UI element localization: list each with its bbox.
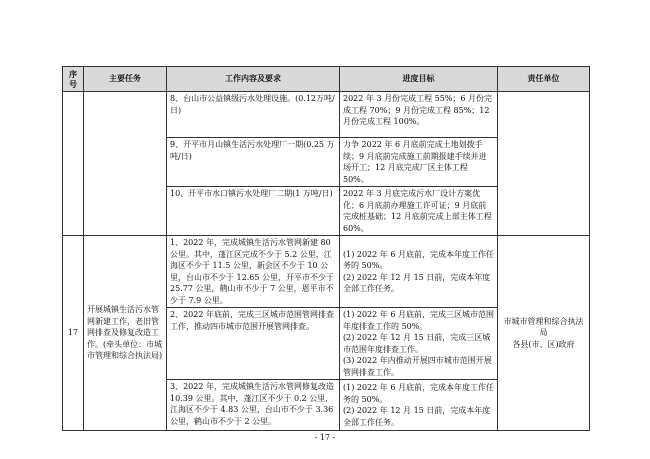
progress-cell: (1) 2022 年 6 月底前，完成三区城市范围年度排查工作的 50%。 (2) 2022 年 12 月 15 日前，完成三区城市范围年度排查工作。 (3) 2022 年内推动开展四市城市范围开展管网排查工作。 [340,308,498,380]
header-content: 工作内容及要求 [167,67,340,92]
progress-cell: 2022 年 3 月底完成污水厂设计方案优化；6 月底前办理施工许可证；9 月底前完成桩基础；12 月底前完成上部主体工程 60%。 [340,187,498,236]
main-task: 开展城镇生活污水管网新建工作，老旧管网排查及修复改造工作。(牵头单位：市城市管理和综合执法局) [84,236,167,431]
progress-cell: 力争 2022 年 6 月底前完成土地划拨手续；9 月底前完成施工前期报建手续并进场开工；12 月底完成厂区主体工程 50%。 [340,138,498,187]
header-row [63,67,590,92]
header-unit: 责任单位 [498,67,590,92]
progress-cell: (1) 2022 年 6 月底前，完成本年度工作任务的 50%。 (2) 2022 年 12 月 15 日前，完成本年度全部工作任务。 [340,380,498,431]
content-cell: 2、2022 年底前，完成三区城市范围管网排查工作，推动四市城市范围开展管网排查。 [167,308,340,380]
content-cell: 3、2022 年，完成城镇生活污水管网修复改造 10.39 公里。其中，蓬江区不少于 0.2 公里，江海区不少于 4.83 公里，台山市不少于 3.36 公里，鹤山市不少于 2 公里。 [167,380,340,431]
task-cell [84,92,167,236]
page-number: - 17 - [314,433,336,442]
progress-cell: (1) 2022 年 6 月底前，完成本年度工作任务的 50%。 (2) 2022 年 12 月 15 日前，完成本年度全部工作任务。 [340,236,498,308]
content-cell: 9、开平市月山镇生活污水处理厂一期(0.25 万吨/日) [167,138,340,187]
header-index: 序 号 [63,67,84,92]
responsible-unit: 市城市管理和综合执法局 各县(市、区)政府 [498,236,590,431]
content-cell: 8、台山市公益镇级污水处理设施。(0.12万吨/日) [167,92,340,138]
header-progress: 进度目标 [340,67,498,92]
task-table [62,66,590,431]
content-cell: 1、2022 年，完成城镇生活污水管网新建 80 公里。其中，蓬江区完成不少于 5.2 公里，江海区不少于 11.5 公里，新会区不少于 10 公里，台山市不少于 12.65 公里，开平市不少于 25.77 公里，鹤山市不少于 7 公里，恩平市不少于 7.9 公里。 [167,236,340,308]
content-cell: 10、开平市水口镇污水处理厂二期(1 万吨/日) [167,187,340,236]
header-main-task: 主要任务 [84,67,167,92]
table-row [63,236,590,308]
item-number: 17 [63,236,84,431]
index-cell [63,92,84,236]
unit-cell [498,92,590,236]
table-row [63,92,590,138]
progress-cell: 2022 年 3 月份完成工程 55%；6 月份完成工程 70%；9 月份完成工程 85%；12 月份完成工程 100%。 [340,92,498,138]
